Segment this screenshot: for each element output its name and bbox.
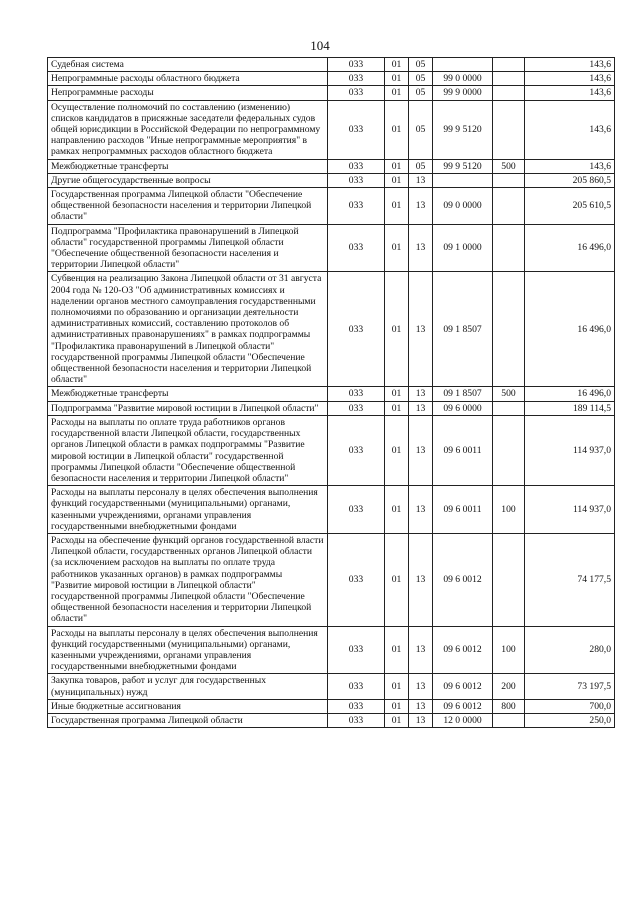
row-ved-code: 033 — [328, 159, 385, 173]
row-target-article: 09 1 0000 — [433, 224, 493, 272]
row-sum: 16 496,0 — [525, 387, 615, 401]
row-target-article — [433, 173, 493, 187]
row-section-code: 01 — [385, 72, 409, 86]
row-sum: 73 197,5 — [525, 674, 615, 699]
row-target-article: 09 1 8507 — [433, 272, 493, 387]
row-name: Другие общегосударственные вопросы — [48, 173, 328, 187]
row-ved-code: 033 — [328, 415, 385, 485]
row-sum: 114 937,0 — [525, 486, 615, 534]
row-name: Государственная программа Липецкой области — [48, 713, 328, 727]
page-number: 104 — [310, 38, 330, 53]
row-expense-type: 100 — [493, 486, 525, 534]
table-row — [48, 86, 615, 100]
row-section-code: 01 — [385, 173, 409, 187]
table-row — [48, 486, 615, 534]
row-ved-code: 033 — [328, 173, 385, 187]
row-ved-code: 033 — [328, 626, 385, 674]
row-target-article: 09 1 8507 — [433, 387, 493, 401]
table-row — [48, 533, 615, 626]
row-target-article — [433, 58, 493, 72]
row-ved-code: 033 — [328, 699, 385, 713]
row-target-article: 09 6 0011 — [433, 486, 493, 534]
row-expense-type — [493, 401, 525, 415]
row-section-code: 01 — [385, 415, 409, 485]
row-subsection-code: 05 — [409, 72, 433, 86]
row-subsection-code: 13 — [409, 486, 433, 534]
row-sum: 700,0 — [525, 699, 615, 713]
row-sum: 143,6 — [525, 100, 615, 159]
row-target-article: 09 6 0012 — [433, 533, 493, 626]
row-section-code: 01 — [385, 100, 409, 159]
row-subsection-code: 13 — [409, 674, 433, 699]
row-subsection-code: 13 — [409, 173, 433, 187]
row-section-code: 01 — [385, 401, 409, 415]
row-name: Расходы на обеспечение функций органов государственной власти Липецкой области, государственных органов Липецкой области (за исключением расходов на выплаты по оплате труда работников указанных органов) в рамках подпрограммы "Развитие мировой юстиции в Липецкой области" государственной программы Липецкой области "Обеспечение общественной безопасности населения и территории Липецкой области" — [48, 533, 328, 626]
row-name: Субвенция на реализацию Закона Липецкой области от 31 августа 2004 года № 120-ОЗ "Об административных комиссиях и наделении органов местного самоуправления государственными полномочиями по образованию и организации деятельности административных комиссий, составлению протоколов об административных правонарушениях" в рамках подпрограммы "Профилактика правонарушений в Липецкой области" государственной программы Липецкой области "Обеспечение общественной безопасности населения и территории Липецкой области" — [48, 272, 328, 387]
row-target-article: 12 0 0000 — [433, 713, 493, 727]
row-target-article: 99 9 5120 — [433, 159, 493, 173]
row-subsection-code: 13 — [409, 401, 433, 415]
row-ved-code: 033 — [328, 533, 385, 626]
row-target-article: 99 9 5120 — [433, 100, 493, 159]
row-sum: 189 114,5 — [525, 401, 615, 415]
row-target-article: 09 6 0012 — [433, 674, 493, 699]
table-row — [48, 72, 615, 86]
table-row — [48, 415, 615, 485]
row-target-article: 09 6 0011 — [433, 415, 493, 485]
row-ved-code: 033 — [328, 100, 385, 159]
table-row — [48, 58, 615, 72]
row-subsection-code: 05 — [409, 58, 433, 72]
row-expense-type — [493, 713, 525, 727]
row-sum: 143,6 — [525, 159, 615, 173]
row-sum: 114 937,0 — [525, 415, 615, 485]
row-sum: 250,0 — [525, 713, 615, 727]
row-section-code: 01 — [385, 674, 409, 699]
row-ved-code: 033 — [328, 674, 385, 699]
row-name: Межбюджетные трансферты — [48, 159, 328, 173]
row-subsection-code: 13 — [409, 272, 433, 387]
row-name: Непрограммные расходы — [48, 86, 328, 100]
row-subsection-code: 13 — [409, 626, 433, 674]
row-expense-type: 500 — [493, 387, 525, 401]
row-ved-code: 033 — [328, 387, 385, 401]
row-ved-code: 033 — [328, 188, 385, 225]
row-ved-code: 033 — [328, 713, 385, 727]
table-row — [48, 626, 615, 674]
row-expense-type — [493, 224, 525, 272]
row-section-code: 01 — [385, 533, 409, 626]
row-ved-code: 033 — [328, 58, 385, 72]
row-sum: 74 177,5 — [525, 533, 615, 626]
row-name: Государственная программа Липецкой области "Обеспечение общественной безопасности населения и территории Липецкой области" — [48, 188, 328, 225]
row-subsection-code: 13 — [409, 415, 433, 485]
row-name: Расходы на выплаты персоналу в целях обеспечения выполнения функций государственными (муниципальными) органами, казенными учреждениями, органами управления государственными внебюджетными фондами — [48, 626, 328, 674]
row-name: Межбюджетные трансферты — [48, 387, 328, 401]
row-subsection-code: 13 — [409, 713, 433, 727]
row-subsection-code: 05 — [409, 159, 433, 173]
table-row — [48, 100, 615, 159]
table-row — [48, 188, 615, 225]
row-sum: 143,6 — [525, 86, 615, 100]
row-name: Иные бюджетные ассигнования — [48, 699, 328, 713]
row-target-article: 99 9 0000 — [433, 86, 493, 100]
row-target-article: 09 6 0012 — [433, 626, 493, 674]
row-sum: 205 610,5 — [525, 188, 615, 225]
row-subsection-code: 13 — [409, 188, 433, 225]
row-subsection-code: 13 — [409, 699, 433, 713]
row-target-article: 09 0 0000 — [433, 188, 493, 225]
row-section-code: 01 — [385, 626, 409, 674]
row-ved-code: 033 — [328, 224, 385, 272]
table-row — [48, 699, 615, 713]
row-ved-code: 033 — [328, 72, 385, 86]
row-section-code: 01 — [385, 224, 409, 272]
row-target-article: 09 6 0000 — [433, 401, 493, 415]
row-subsection-code: 05 — [409, 86, 433, 100]
row-name: Судебная система — [48, 58, 328, 72]
row-expense-type: 800 — [493, 699, 525, 713]
row-section-code: 01 — [385, 188, 409, 225]
row-name: Подпрограмма "Профилактика правонарушений в Липецкой области" государственной программы Липецкой области "Обеспечение общественной безопасности населения и территории Липецкой области" — [48, 224, 328, 272]
row-expense-type — [493, 188, 525, 225]
row-sum: 143,6 — [525, 72, 615, 86]
table-row — [48, 713, 615, 727]
row-expense-type: 200 — [493, 674, 525, 699]
row-sum: 280,0 — [525, 626, 615, 674]
row-subsection-code: 13 — [409, 387, 433, 401]
row-subsection-code: 13 — [409, 533, 433, 626]
row-expense-type — [493, 86, 525, 100]
row-ved-code: 033 — [328, 86, 385, 100]
row-section-code: 01 — [385, 272, 409, 387]
row-expense-type — [493, 415, 525, 485]
row-target-article: 99 0 0000 — [433, 72, 493, 86]
row-subsection-code: 13 — [409, 224, 433, 272]
table-row — [48, 387, 615, 401]
table-row — [48, 173, 615, 187]
row-expense-type — [493, 173, 525, 187]
row-section-code: 01 — [385, 86, 409, 100]
row-name: Расходы на выплаты по оплате труда работников органов государственной власти Липецкой области, государственных органов Липецкой области в рамках подпрограммы "Развитие мировой юстиции в Липецкой области" государственной программы Липецкой области "Обеспечение общественной безопасности населения и территории Липецкой области" — [48, 415, 328, 485]
row-expense-type: 500 — [493, 159, 525, 173]
row-ved-code: 033 — [328, 272, 385, 387]
row-expense-type — [493, 272, 525, 387]
row-section-code: 01 — [385, 58, 409, 72]
row-target-article: 09 6 0012 — [433, 699, 493, 713]
row-sum: 143,6 — [525, 58, 615, 72]
table-row — [48, 401, 615, 415]
row-sum: 16 496,0 — [525, 224, 615, 272]
row-section-code: 01 — [385, 387, 409, 401]
row-name: Закупка товаров, работ и услуг для государственных (муниципальных) нужд — [48, 674, 328, 699]
table-row — [48, 272, 615, 387]
row-ved-code: 033 — [328, 486, 385, 534]
row-expense-type: 100 — [493, 626, 525, 674]
row-expense-type — [493, 72, 525, 86]
row-ved-code: 033 — [328, 401, 385, 415]
row-subsection-code: 05 — [409, 100, 433, 159]
row-name: Непрограммные расходы областного бюджета — [48, 72, 328, 86]
row-expense-type — [493, 533, 525, 626]
row-sum: 16 496,0 — [525, 272, 615, 387]
row-name: Осуществление полномочий по составлению (изменению) списков кандидатов в присяжные заседатели федеральных судов общей юрисдикции в Российской Федерации по непрограммному направлению расходов "Иные непрограммные мероприятия" в рамках непрограммных расходов областного бюджета — [48, 100, 328, 159]
budget-table — [47, 57, 615, 728]
row-expense-type — [493, 100, 525, 159]
budget-table-body — [48, 58, 615, 728]
row-name: Подпрограмма "Развитие мировой юстиции в Липецкой области" — [48, 401, 328, 415]
row-expense-type — [493, 58, 525, 72]
row-section-code: 01 — [385, 713, 409, 727]
table-row — [48, 224, 615, 272]
row-section-code: 01 — [385, 486, 409, 534]
table-row — [48, 159, 615, 173]
row-section-code: 01 — [385, 159, 409, 173]
row-sum: 205 860,5 — [525, 173, 615, 187]
row-name: Расходы на выплаты персоналу в целях обеспечения выполнения функций государственными (муниципальными) органами, казенными учреждениями, органами управления государственными внебюджетными фондами — [48, 486, 328, 534]
table-row — [48, 674, 615, 699]
row-section-code: 01 — [385, 699, 409, 713]
